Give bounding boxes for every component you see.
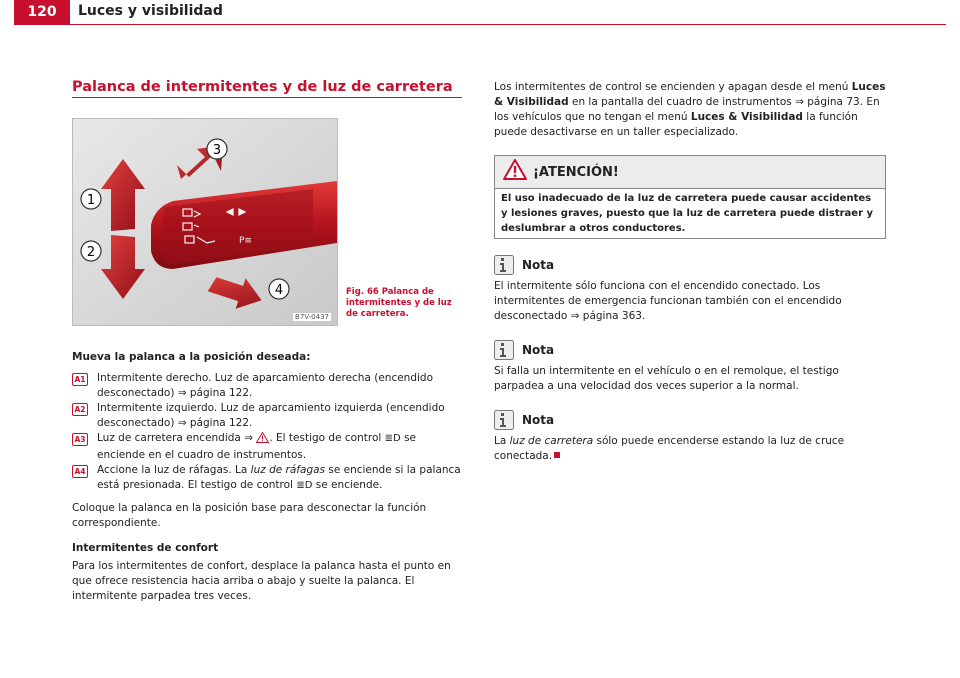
note-2	[494, 338, 886, 394]
note-title: Nota	[522, 412, 555, 427]
step-1	[72, 371, 464, 401]
running-title: Luces y visibilidad	[78, 3, 223, 19]
step-text-b: . El testigo de control	[269, 432, 382, 444]
note-3	[494, 408, 886, 464]
callout-1	[81, 189, 101, 209]
menu-name: Luces & Visibilidad	[494, 81, 886, 108]
note-emphasis: luz de carretera	[509, 435, 594, 447]
page-number: 120	[14, 0, 70, 24]
note-text: La luz de carretera sólo puede encenderse estando la luz de cruce conectada.	[494, 435, 845, 462]
warning-text: El uso inadecuado de la luz de carretera puede causar accidentes y lesiones graves, puesto que la luz de carretera puede distraer y deslumbrar a otros conductores.	[501, 193, 874, 234]
figure-lever-illustration	[72, 118, 338, 326]
note-text: El intermitente sólo funciona con el encendido conectado. Los intermitentes de emergencia funcionan también con el encendido desconectado ⇒ página 363.	[494, 280, 842, 322]
step-number: A4	[72, 465, 88, 478]
callout-2	[81, 241, 101, 261]
svg-text:2: 2	[86, 245, 96, 260]
step-number: A2	[72, 403, 88, 416]
note-title: Nota	[522, 257, 555, 272]
menu-name-2: Luces & Visibilidad	[690, 111, 803, 123]
step-text: Intermitente izquierdo. Luz de aparcamiento izquierda (encendido desconectado) ⇒ página 122.	[97, 402, 445, 429]
section-title: Palanca de intermitentes y de luz de carretera	[72, 79, 453, 95]
warning-header	[495, 156, 885, 189]
svg-text:P≡: P≡	[239, 236, 252, 246]
comfort-text: Para los intermitentes de confort, desplace la palanca hasta el punto en que ofrece resistencia hacia arriba o abajo y suelte la palanca. El intermitente parpadea tres veces.	[72, 560, 451, 602]
note-1	[494, 253, 886, 324]
left-column	[72, 350, 464, 604]
warning-title: ¡ATENCIÓN!	[533, 164, 619, 180]
figure-code: B7V-0437	[295, 313, 329, 321]
step-number: A3	[72, 433, 88, 446]
note-text: Si falla un intermitente en el vehículo o en el remolque, el testigo parpadea a una velocidad dos veces superior a la normal.	[494, 365, 839, 392]
svg-text:1: 1	[86, 193, 96, 208]
step-text-b: se enciende si la palanca está presionada. El testigo de control	[97, 464, 461, 491]
svg-text:3: 3	[212, 143, 222, 158]
step-emphasis: luz de ráfagas	[250, 464, 326, 476]
warning-triangle-icon	[503, 159, 527, 185]
figure-caption: Fig. 66 Palanca de intermitentes y de luz de carretera.	[346, 287, 452, 319]
info-icon	[494, 340, 514, 360]
step-text: Intermitente derecho. Luz de aparcamiento derecha (encendido desconectado) ⇒ página 122.	[97, 372, 434, 399]
svg-text:4: 4	[274, 283, 284, 298]
step-number: A1	[72, 373, 88, 386]
step-3	[72, 431, 464, 463]
callout-4	[269, 279, 289, 299]
right-column	[494, 80, 886, 464]
note-title: Nota	[522, 342, 555, 357]
info-icon	[494, 410, 514, 430]
step-text-c: se enciende en el cuadro de instrumentos.	[97, 432, 417, 461]
lever-illustration-svg	[73, 119, 337, 325]
procedure-lead: Mueva la palanca a la posición deseada:	[72, 351, 311, 363]
step-4	[72, 463, 464, 493]
step-2	[72, 401, 464, 431]
step-text-a: Luz de carretera encendida ⇒	[97, 432, 254, 444]
callout-3	[207, 139, 227, 159]
info-icon	[494, 255, 514, 275]
procedure-after: Coloque la palanca en la posición base para desconectar la función correspondiente.	[72, 502, 427, 529]
warning-triangle-icon	[256, 432, 269, 448]
high-beam-icon: ≣D	[384, 433, 401, 444]
subheading-comfort: Intermitentes de confort	[72, 542, 219, 554]
high-beam-icon: ≣D	[296, 480, 313, 491]
intro-paragraph: Los intermitentes de control se encienden y apagan desde el menú Luces & Visibilidad en la pantalla del cuadro de instrumentos ⇒ página 73. En los vehículos que no tengan el menú Luces & Visibilidad la función puede desactivarse en un taller especializado.	[494, 81, 886, 138]
step-text-a: Accione la luz de ráfagas. La	[97, 464, 248, 476]
header-rule	[14, 24, 946, 25]
end-of-section-marker	[554, 452, 560, 458]
section-title-rule	[72, 97, 462, 98]
warning-box	[494, 155, 886, 239]
step-text-c: se enciende.	[315, 479, 383, 491]
